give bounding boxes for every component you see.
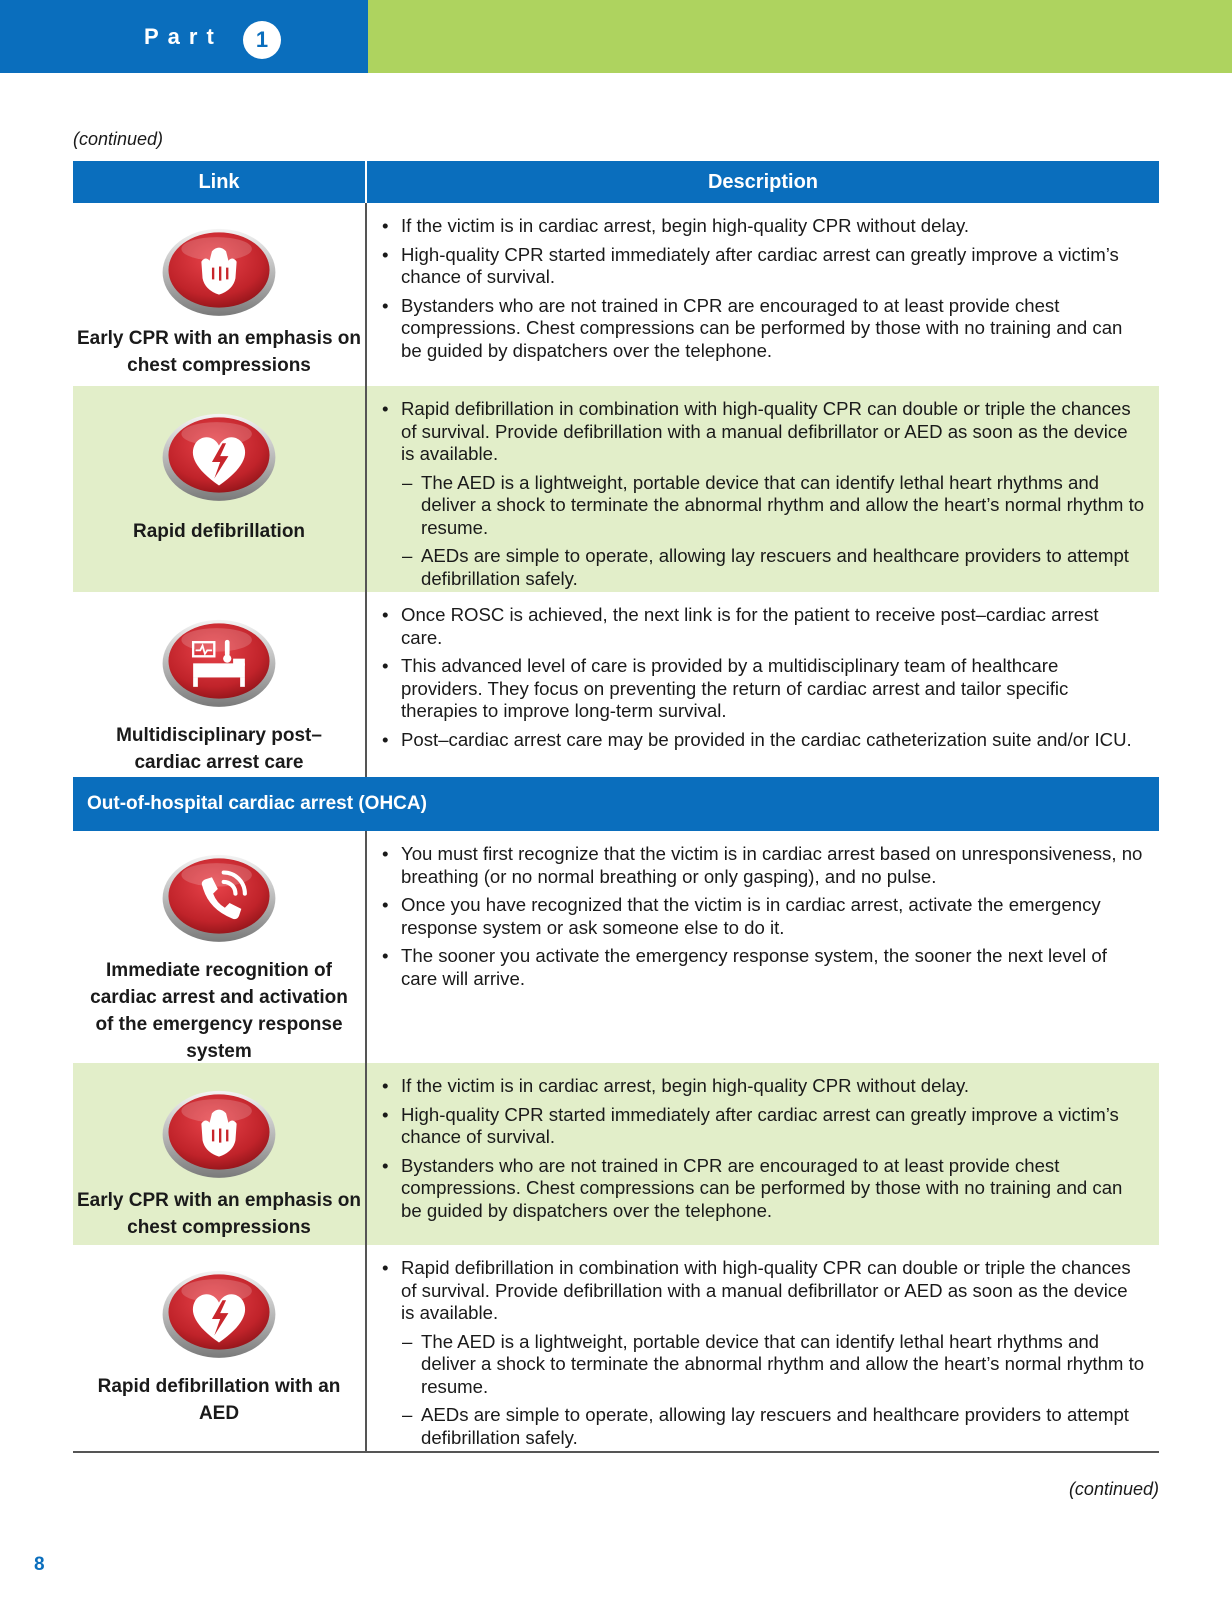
sub-bullet-list xyxy=(401,1331,1145,1450)
link-label: Immediate recognition of cardiac arrest and activation of the emergency response system xyxy=(90,960,348,1062)
bullet-text: You must first recognize that the victim is in cardiac arrest based on unresponsiveness, no breathing (or no normal breathing or only gasping), and no pulse. xyxy=(401,843,1143,887)
defibrillation-heart-icon xyxy=(160,1265,278,1359)
continued-bottom-note: (continued) xyxy=(1068,1479,1159,1499)
link-cell xyxy=(73,1063,367,1245)
sub-bullet-item: – The AED is a lightweight, portable device that can identify lethal heart rhythms and deliver a shock to terminate the abnormal rhythm and allow the heart’s normal rhythm to resume. xyxy=(401,1331,1145,1399)
defibrillation-heart-icon xyxy=(160,408,278,502)
part-label: Part xyxy=(144,24,223,49)
description-cell xyxy=(367,831,1159,1063)
bullet-item xyxy=(381,894,1145,939)
bullet-text: This advanced level of care is provided by a multidisciplinary team of healthcare providers. They focus on preventing the return of cardiac arrest and tailor specific therapies to improve long-term survival. xyxy=(401,655,1069,721)
table-row xyxy=(73,1063,1159,1245)
bullet-text: If the victim is in cardiac arrest, begin high-quality CPR without delay. xyxy=(401,1075,970,1096)
bullet-list xyxy=(381,1257,1145,1449)
cpr-hands-icon xyxy=(160,1085,278,1179)
table-bottom-rule xyxy=(73,1451,1159,1453)
hospital-bed-icon xyxy=(160,614,278,708)
column-header-description: Description xyxy=(707,171,819,193)
bullet-item xyxy=(381,1155,1145,1223)
bullet-list xyxy=(381,215,1145,362)
description-cell xyxy=(367,592,1159,777)
cpr-hands-icon xyxy=(160,223,278,317)
bullet-text: Rapid defibrillation in combination with high-quality CPR can double or triple the chances of survival. Provide defibrillation with a manual defibrillator or AED as soon as the device is available. xyxy=(401,398,1131,464)
page-number: 8 xyxy=(34,1554,45,1575)
table-row xyxy=(73,1245,1159,1451)
link-label: Early CPR with an emphasis on chest compressions xyxy=(76,328,362,376)
table-row xyxy=(73,203,1159,386)
bullet-item xyxy=(381,729,1145,752)
bullet-text: The sooner you activate the emergency response system, the sooner the next level of care will arrive. xyxy=(401,945,1107,989)
link-label: Multidisciplinary post–cardiac arrest care xyxy=(116,725,322,773)
bullet-item xyxy=(381,1075,1145,1098)
link-cell xyxy=(73,203,367,386)
description-cell xyxy=(367,1245,1159,1451)
bullet-text: Rapid defibrillation in combination with high-quality CPR can double or triple the chances of survival. Provide defibrillation with a manual defibrillator or AED as soon as the device is available. xyxy=(401,1257,1131,1323)
chain-of-survival-table xyxy=(73,161,1159,1453)
bullet-text: Bystanders who are not trained in CPR are encouraged to at least provide chest compressions. Chest compressions can be performed by those with no training and can be guided by dispatchers over the telephone. xyxy=(401,1154,1123,1221)
description-cell xyxy=(367,386,1159,592)
bullet-list xyxy=(381,604,1145,751)
link-label: Early CPR with an emphasis on chest compressions xyxy=(76,1190,362,1238)
table-row xyxy=(73,386,1159,592)
link-cell xyxy=(73,1245,367,1451)
sub-bullet-item: – AEDs are simple to operate, allowing lay rescuers and healthcare providers to attempt defibrillation safely. xyxy=(401,1404,1145,1449)
bullet-item xyxy=(381,945,1145,990)
color-banner xyxy=(368,0,1232,73)
bullet-item xyxy=(381,843,1145,888)
bullet-text: Once you have recognized that the victim is in cardiac arrest, activate the emergency response system or ask someone else to do it. xyxy=(401,894,1101,938)
bullet-item xyxy=(381,655,1145,723)
link-cell xyxy=(73,831,367,1063)
bullet-item xyxy=(381,604,1145,649)
description-cell xyxy=(367,203,1159,386)
bullet-item xyxy=(381,295,1145,363)
bullet-item xyxy=(381,215,1145,238)
ohca-section-heading: Out-of-hospital cardiac arrest (OHCA) xyxy=(73,777,1159,831)
bullet-text: If the victim is in cardiac arrest, begin high-quality CPR without delay. xyxy=(401,215,970,236)
bullet-item xyxy=(381,398,1145,590)
table-header xyxy=(73,161,1159,203)
description-cell xyxy=(367,1063,1159,1245)
bullet-text: Post–cardiac arrest care may be provided in the cardiac catheterization suite and/or ICU. xyxy=(401,728,1132,750)
continued-top-note: (continued) xyxy=(73,129,164,149)
link-cell xyxy=(73,592,367,777)
link-label: Rapid defibrillation xyxy=(132,521,306,542)
sub-bullet-item: – AEDs are simple to operate, allowing lay rescuers and healthcare providers to attempt defibrillation safely. xyxy=(401,545,1145,590)
phone-call-icon xyxy=(160,849,278,943)
part-number-badge: 1 xyxy=(243,21,281,59)
link-cell xyxy=(73,386,367,592)
bullet-text: Once ROSC is achieved, the next link is for the patient to receive post–cardiac arrest care. xyxy=(401,604,1099,648)
column-header-link: Link xyxy=(73,161,367,203)
bullet-text: Bystanders who are not trained in CPR are encouraged to at least provide chest compressions. Chest compressions can be performed by those with no training and can be guided by dispatchers over the telephone. xyxy=(401,294,1123,361)
bullet-item xyxy=(381,244,1145,289)
link-label: Rapid defibrillation with an AED xyxy=(97,1376,341,1424)
sub-bullet-list xyxy=(401,472,1145,591)
bullet-list xyxy=(381,1075,1145,1222)
table-row xyxy=(73,831,1159,1063)
bullet-list xyxy=(381,843,1145,990)
bullet-list xyxy=(381,398,1145,590)
bullet-item xyxy=(381,1257,1145,1449)
bullet-text: High-quality CPR started immediately after cardiac arrest can greatly improve a victim’s chance of survival. xyxy=(401,243,1119,287)
table-row xyxy=(73,592,1159,777)
bullet-item xyxy=(381,1104,1145,1149)
sub-bullet-item: – The AED is a lightweight, portable device that can identify lethal heart rhythms and deliver a shock to terminate the abnormal rhythm and allow the heart’s normal rhythm to resume. xyxy=(401,472,1145,540)
bullet-text: High-quality CPR started immediately after cardiac arrest can greatly improve a victim’s chance of survival. xyxy=(401,1103,1119,1147)
